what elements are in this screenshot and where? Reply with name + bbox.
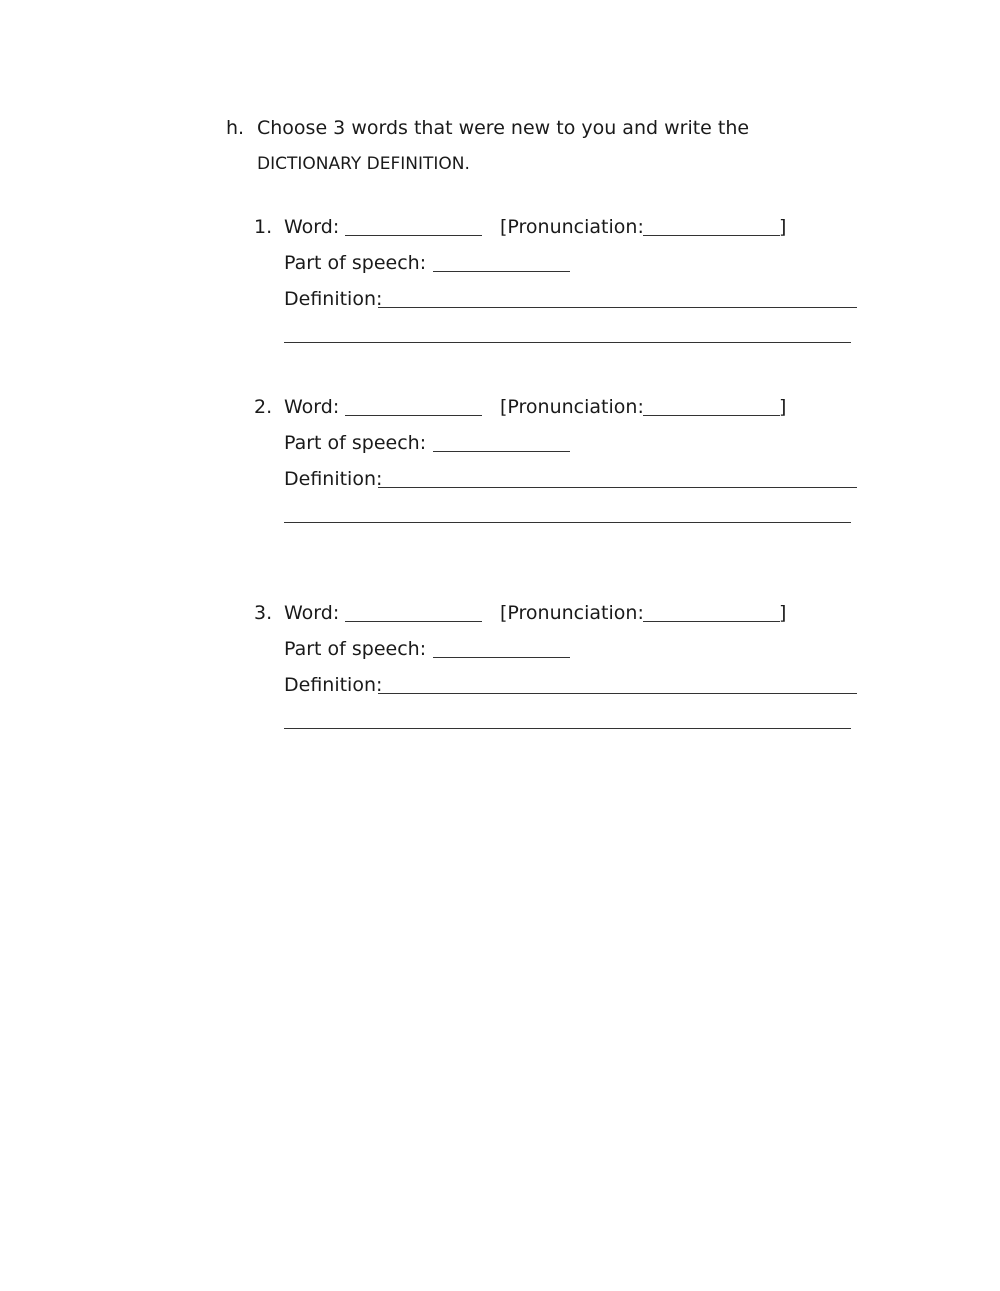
definition-blank-line-1[interactable]: [378, 693, 857, 694]
word-blank[interactable]: [345, 415, 482, 416]
definition-blank-line-2[interactable]: [284, 522, 851, 523]
entry-number: 3.: [254, 602, 273, 624]
pronunciation-blank[interactable]: [643, 235, 780, 236]
question-text-line-1: Choose 3 words that were new to you and write the: [257, 117, 750, 139]
word-label: Word:: [284, 396, 340, 418]
definition-label: Definition:: [284, 674, 383, 696]
part-of-speech-blank[interactable]: [433, 657, 570, 658]
definition-blank-line-2[interactable]: [284, 342, 851, 343]
definition-blank-line-1[interactable]: [378, 487, 857, 488]
definition-blank-line-1[interactable]: [378, 307, 857, 308]
part-of-speech-blank[interactable]: [433, 451, 570, 452]
pronunciation-blank[interactable]: [643, 415, 780, 416]
pronunciation-label: [Pronunciation:: [500, 396, 644, 418]
definition-blank-line-2[interactable]: [284, 728, 851, 729]
pronunciation-label: [Pronunciation:: [500, 602, 644, 624]
part-of-speech-blank[interactable]: [433, 271, 570, 272]
part-of-speech-label: Part of speech:: [284, 638, 427, 660]
word-label: Word:: [284, 602, 340, 624]
pronunciation-blank[interactable]: [643, 621, 780, 622]
pronunciation-close-bracket: ]: [779, 396, 787, 418]
part-of-speech-label: Part of speech:: [284, 252, 427, 274]
entry-number: 1.: [254, 216, 273, 238]
word-blank[interactable]: [345, 621, 482, 622]
definition-label: Definition:: [284, 288, 383, 310]
pronunciation-close-bracket: ]: [779, 602, 787, 624]
part-of-speech-label: Part of speech:: [284, 432, 427, 454]
entry-number: 2.: [254, 396, 273, 418]
word-label: Word:: [284, 216, 340, 238]
pronunciation-close-bracket: ]: [779, 216, 787, 238]
question-letter: h.: [226, 117, 245, 139]
question-text-line-2: DICTIONARY DEFINITION.: [257, 154, 470, 174]
word-blank[interactable]: [345, 235, 482, 236]
definition-label: Definition:: [284, 468, 383, 490]
pronunciation-label: [Pronunciation:: [500, 216, 644, 238]
